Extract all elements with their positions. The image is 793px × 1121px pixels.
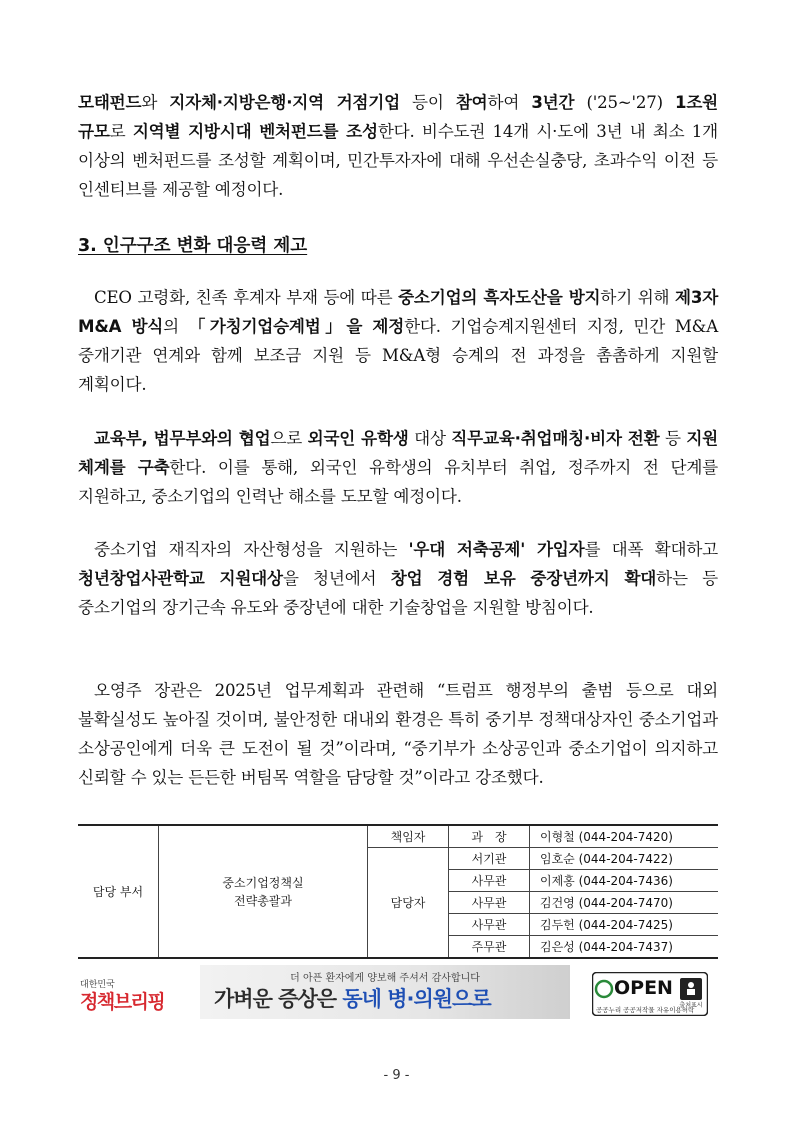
text-run: CEO 고령화, 친족 후계자 부재 등에 따른 [94, 288, 399, 307]
paragraph-1 [78, 88, 718, 204]
open-sub: 공공누리 공공저작물 자유이용허락 [596, 1006, 695, 1014]
text-run: 대상 [408, 429, 452, 448]
contact-name: 이형철 [540, 829, 575, 844]
banner-headline [214, 983, 491, 1013]
contact-phone: (044-204-7470) [578, 895, 673, 910]
text-run: 중소기업 재직자의 자산형성을 지원하는 [94, 540, 409, 559]
banner-small-text: 더 아픈 환자에게 양보해 주셔서 감사합니다 [290, 973, 480, 984]
text-run: 하기 위해 [600, 288, 676, 307]
contact-title: 사무관 [449, 914, 530, 936]
dept-line-2: 전략총괄과 [234, 893, 292, 908]
text-run: 오영주 장관은 2025년 업무계획과 관련해 “트럼프 행정부의 출범 등으로 대외 불확실성도 높아질 것이며, 불안정한 대내외 환경은 특히 중기부 정책대상자인 중소기업과 소상공인에게 더욱 큰 도전이 될 것”이라며, “중기부가 소상공인과 중소기업이 의지하고 신뢰할 수 있는 든든한 버팀목 역할을 담당할 것”이라고 강조했다. [78, 681, 718, 787]
banner-headline-a: 가벼운 증상은 [214, 987, 343, 1011]
contact-title: 사무관 [449, 892, 530, 914]
bold-text-run: 1조원 규모 [78, 93, 719, 141]
contact-info [530, 936, 719, 959]
bold-text-run: 「가칭기업승계법」을 제정 [188, 317, 405, 336]
text-run: 으로 [270, 429, 308, 448]
contact-phone: (044-204-7422) [578, 851, 673, 866]
contact-name: 김건영 [540, 895, 575, 910]
responsible-label: 책임자 [368, 825, 449, 848]
bold-text-run: '우대 저축공제' 가입자 [408, 540, 585, 559]
bold-text-run: 지역별 지방시대 벤처펀드를 조성 [132, 122, 378, 141]
contact-info [530, 914, 719, 936]
bold-text-run: 지자체·지방은행·지역 거점기업 [169, 93, 400, 112]
paragraph-5 [78, 676, 718, 792]
text-run: 한다. 기업승계지원센터 지정, 민간 M&A 중개기관 연계와 함께 보조금 지원 등 M&A형 승계의 전 과정을 촘촘하게 지원할 계획이다. [78, 317, 718, 394]
campaign-banner [200, 965, 570, 1019]
contact-table [78, 824, 718, 959]
bold-text-run: 창업 경험 보유 중장년까지 확대 [390, 569, 657, 588]
page-number: - 9 - [383, 1068, 410, 1083]
contact-title: 서기관 [449, 848, 530, 870]
bold-text-run: 제3자 M&A 방식 [78, 288, 719, 336]
text-run: 한다. 이를 통해, 외국인 유학생의 유치부터 취업, 정주까지 전 단계를 지원하고, 중소기업의 인력난 해소를 도모할 예정이다. [78, 458, 718, 506]
contact-info [530, 848, 719, 870]
section-heading: 3. 인구구조 변화 대응력 제고 [78, 236, 308, 256]
bold-text-run: 직무교육·취업매칭·비자 전환 [451, 429, 660, 448]
contact-phone: (044-204-7420) [578, 829, 673, 844]
logo-main-text: 정책브리핑 [80, 991, 165, 1013]
dept-line-1: 중소기업정책실 [222, 875, 304, 890]
text-run: 와 [141, 93, 170, 112]
text-run: 를 대폭 확대하고 [584, 540, 718, 559]
text-run: 등이 [399, 93, 456, 112]
contact-title: 사무관 [449, 870, 530, 892]
bold-text-run: 3년간 [531, 93, 575, 112]
contact-name: 이제홍 [540, 873, 575, 888]
text-run: ('25~'27) [574, 93, 675, 112]
contact-name: 김두헌 [540, 917, 575, 932]
text-run: 로 [109, 122, 133, 141]
contact-name: 김은성 [540, 939, 575, 954]
paragraph-2 [78, 283, 718, 399]
bold-text-run: 외국인 유학생 [307, 429, 409, 448]
contact-title: 과 장 [449, 825, 530, 848]
text-run: 등 [659, 429, 687, 448]
logo-top-text: 대한민국 [80, 980, 115, 990]
text-run: 하는 등 중소기업의 장기근속 유도와 중장년에 대한 기술창업을 지원할 방침이다. [78, 569, 718, 617]
open-tag: 출처표시 [679, 1002, 703, 1009]
open-label: OPEN [614, 977, 673, 999]
policy-briefing-logo [80, 980, 180, 1016]
staff-label: 담당자 [368, 848, 449, 959]
paragraph-3 [78, 424, 718, 511]
text-run: 하여 [487, 93, 532, 112]
text-run: 한다. 비수도권 14개 시·도에 3년 내 최소 1개 이상의 벤처펀드를 조성할 계획이며, 민간투자자에 대해 우선손실충당, 초과수익 이전 등 인센티브를 제공할 예정이다. [78, 122, 718, 199]
dept-name [159, 825, 368, 958]
kogl-open-badge [592, 972, 708, 1016]
bold-text-run: 청년창업사관학교 지원대상 [78, 569, 283, 588]
contact-title: 주무관 [449, 936, 530, 959]
contact-phone: (044-204-7437) [578, 939, 673, 954]
bold-text-run: 참여 [455, 93, 488, 112]
bold-text-run: 교육부, 법무부와의 협업 [94, 429, 271, 448]
contact-info [530, 825, 719, 848]
dept-label: 담당 부서 [78, 825, 159, 958]
contact-info [530, 892, 719, 914]
text-run: 의 [163, 317, 189, 336]
contact-phone: (044-204-7425) [578, 917, 673, 932]
table-row [78, 825, 718, 848]
bold-text-run: 모태펀드 [78, 93, 142, 112]
text-run: 을 청년에서 [282, 569, 391, 588]
contact-name: 임호순 [540, 851, 575, 866]
contact-phone: (044-204-7436) [578, 873, 673, 888]
bold-text-run: 지원 체계를 구축 [78, 429, 719, 477]
bold-text-run: 중소기업의 흑자도산을 방지 [398, 288, 601, 307]
contact-info [530, 870, 719, 892]
banner-headline-b: 동네 병·의원으로 [342, 987, 491, 1011]
paragraph-4 [78, 535, 718, 622]
